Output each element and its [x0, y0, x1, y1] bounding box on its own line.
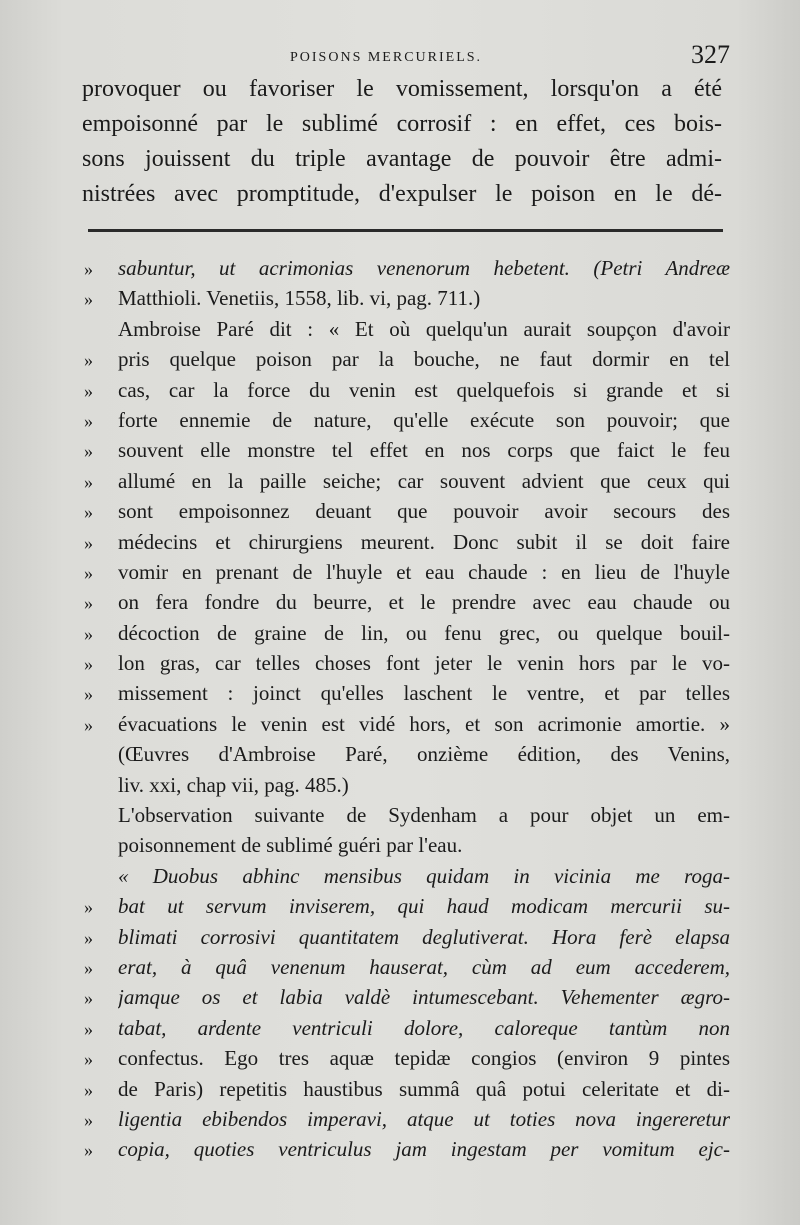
- text-line: [82, 72, 722, 107]
- text-line-content: provoquer ou favoriser le vomissement, lorsqu'on a été: [82, 76, 722, 102]
- note-line: [82, 952, 730, 982]
- note-line-text: cas, car la force du venin est quelquefois si grande et si: [118, 377, 730, 402]
- quote-mark: »: [84, 259, 93, 279]
- quote-mark: »: [84, 532, 93, 553]
- note-line-text: on fera fondre du beurre, et le prendre avec eau chaude ou: [118, 590, 730, 615]
- note-line-text: évacuations le venin est vidé hors, et son acrimonie amortie. »: [118, 711, 730, 736]
- note-line: [82, 375, 730, 405]
- note-line: [82, 405, 730, 435]
- note-line-text: bat ut servum inviserem, qui haud modicam mercurii su-: [118, 894, 730, 919]
- note-line: [82, 800, 730, 830]
- note-line-text: liv. xxi, chap vii, pag. 485.): [118, 772, 349, 797]
- quote-mark: »: [84, 562, 93, 583]
- running-head: POISONS MERCURIELS.: [290, 50, 483, 65]
- quote-mark: »: [84, 502, 93, 523]
- footnote-divider: [88, 229, 723, 232]
- note-line: [82, 527, 730, 557]
- note-line-text: jamque os et labia valdè intumescebant. Vehementer ægro-: [118, 985, 730, 1010]
- page-header: [80, 38, 730, 72]
- quote-mark: »: [84, 350, 93, 371]
- note-line: [82, 557, 730, 587]
- note-line: [82, 830, 730, 860]
- note-line-text: Ambroise Paré dit : « Et où quelqu'un aurait soupçon d'avoir: [118, 316, 730, 341]
- quote-mark: »: [84, 714, 93, 735]
- note-line: [82, 648, 730, 678]
- note-line: [82, 1134, 730, 1164]
- note-line: [82, 618, 730, 648]
- note-line-text: pris quelque poison par la bouche, ne faut dormir en tel: [118, 347, 730, 372]
- text-line: [82, 142, 722, 177]
- quote-mark: »: [84, 1049, 93, 1070]
- note-line-text: vomir en prenant de l'huyle et eau chaude : en lieu de l'huyle: [118, 559, 730, 584]
- text-line: [82, 107, 722, 142]
- note-line: [82, 922, 730, 952]
- main-text: [82, 72, 722, 212]
- note-line: [82, 587, 730, 617]
- note-line-text: (Œuvres d'Ambroise Paré, onzième édition, des Venins,: [118, 742, 730, 767]
- quote-mark: »: [84, 441, 93, 462]
- note-line-text: sabuntur, ut acrimonias venenorum hebetent. (Petri Andreæ: [118, 256, 730, 280]
- note-line-text: confectus. Ego tres aquæ tepidæ congios (environ 9 pintes: [118, 1046, 730, 1071]
- note-line: [82, 1104, 730, 1134]
- quote-mark: »: [84, 684, 93, 705]
- note-line-text: sont empoisonnez deuant que pouvoir avoir secours des: [118, 499, 730, 524]
- page-number: 327: [691, 40, 730, 69]
- note-line: [82, 466, 730, 496]
- note-line-text: « Duobus abhinc mensibus quidam in vicinia me roga-: [118, 863, 730, 888]
- quote-mark: »: [84, 1140, 93, 1161]
- note-line: [82, 283, 730, 313]
- quote-mark: »: [84, 623, 93, 644]
- quote-mark: »: [84, 1018, 93, 1039]
- note-line-text: blimati corrosivi quantitatem deglutiverat. Hora ferè elapsa: [118, 924, 730, 949]
- quote-mark: »: [84, 410, 93, 431]
- quote-mark: »: [84, 380, 93, 401]
- quote-mark: »: [84, 593, 93, 614]
- note-line-text: médecins et chirurgiens meurent. Donc subit il se doit faire: [118, 529, 730, 554]
- note-line-text: ligentia ebibendos imperavi, atque ut toties nova ingereretur: [118, 1106, 730, 1131]
- note-line: [82, 709, 730, 739]
- note-line: [82, 344, 730, 374]
- note-line: [82, 314, 730, 344]
- note-line-text: copia, quoties ventriculus jam ingestam per vomitum ejc-: [118, 1137, 730, 1162]
- note-line: [82, 1013, 730, 1043]
- quote-mark: »: [84, 957, 93, 978]
- text-line-content: empoisonné par le sublimé corrosif : en effet, ces bois-: [82, 111, 722, 137]
- note-line: [82, 1074, 730, 1104]
- text-line: [82, 177, 722, 212]
- footnote-text: [82, 253, 730, 1165]
- quote-mark: »: [84, 289, 93, 310]
- note-line-text: erat, à quâ venenum hauserat, cùm ad eum accederem,: [118, 954, 730, 979]
- quote-mark: »: [84, 988, 93, 1009]
- note-line-text: forte ennemie de nature, qu'elle exécute son pouvoir; que: [118, 407, 730, 432]
- quote-mark: »: [84, 897, 93, 918]
- text-line-content: sons jouissent du triple avantage de pouvoir être admi-: [82, 146, 722, 172]
- quote-mark: »: [84, 1109, 93, 1130]
- note-line: [82, 253, 730, 283]
- note-line-text: lon gras, car telles choses font jeter le venin hors par le vo-: [118, 651, 730, 676]
- note-line: [82, 1043, 730, 1073]
- quote-mark: »: [84, 927, 93, 948]
- note-line: [82, 891, 730, 921]
- note-line: [82, 739, 730, 769]
- note-line-text: Matthioli. Venetiis, 1558, lib. vi, pag. 711.): [118, 286, 481, 311]
- note-line-text: allumé en la paille seiche; car souvent advient que ceux qui: [118, 468, 730, 493]
- note-line-text: poisonnement de sublimé guéri par l'eau.: [118, 833, 463, 858]
- note-line: [82, 861, 730, 891]
- note-line: [82, 435, 730, 465]
- note-line-text: L'observation suivante de Sydenham a pour objet un em-: [118, 803, 730, 828]
- note-line-text: tabat, ardente ventriculi dolore, caloreque tantùm non: [118, 1015, 730, 1040]
- note-line: [82, 678, 730, 708]
- note-line: [82, 770, 730, 800]
- note-line-text: décoction de graine de lin, ou fenu grec, ou quelque bouil-: [118, 620, 730, 645]
- note-line: [82, 982, 730, 1012]
- note-line-text: de Paris) repetitis haustibus summâ quâ potui celeritate et di-: [118, 1076, 730, 1101]
- note-line: [82, 496, 730, 526]
- text-line-content: nistrées avec promptitude, d'expulser le poison en le dé-: [82, 181, 722, 207]
- quote-mark: »: [84, 1079, 93, 1100]
- quote-mark: »: [84, 654, 93, 675]
- note-line-text: souvent elle monstre tel effet en nos corps que faict le feu: [118, 438, 730, 463]
- note-line-text: missement : joinct qu'elles laschent le ventre, et par telles: [118, 681, 730, 706]
- quote-mark: »: [84, 471, 93, 492]
